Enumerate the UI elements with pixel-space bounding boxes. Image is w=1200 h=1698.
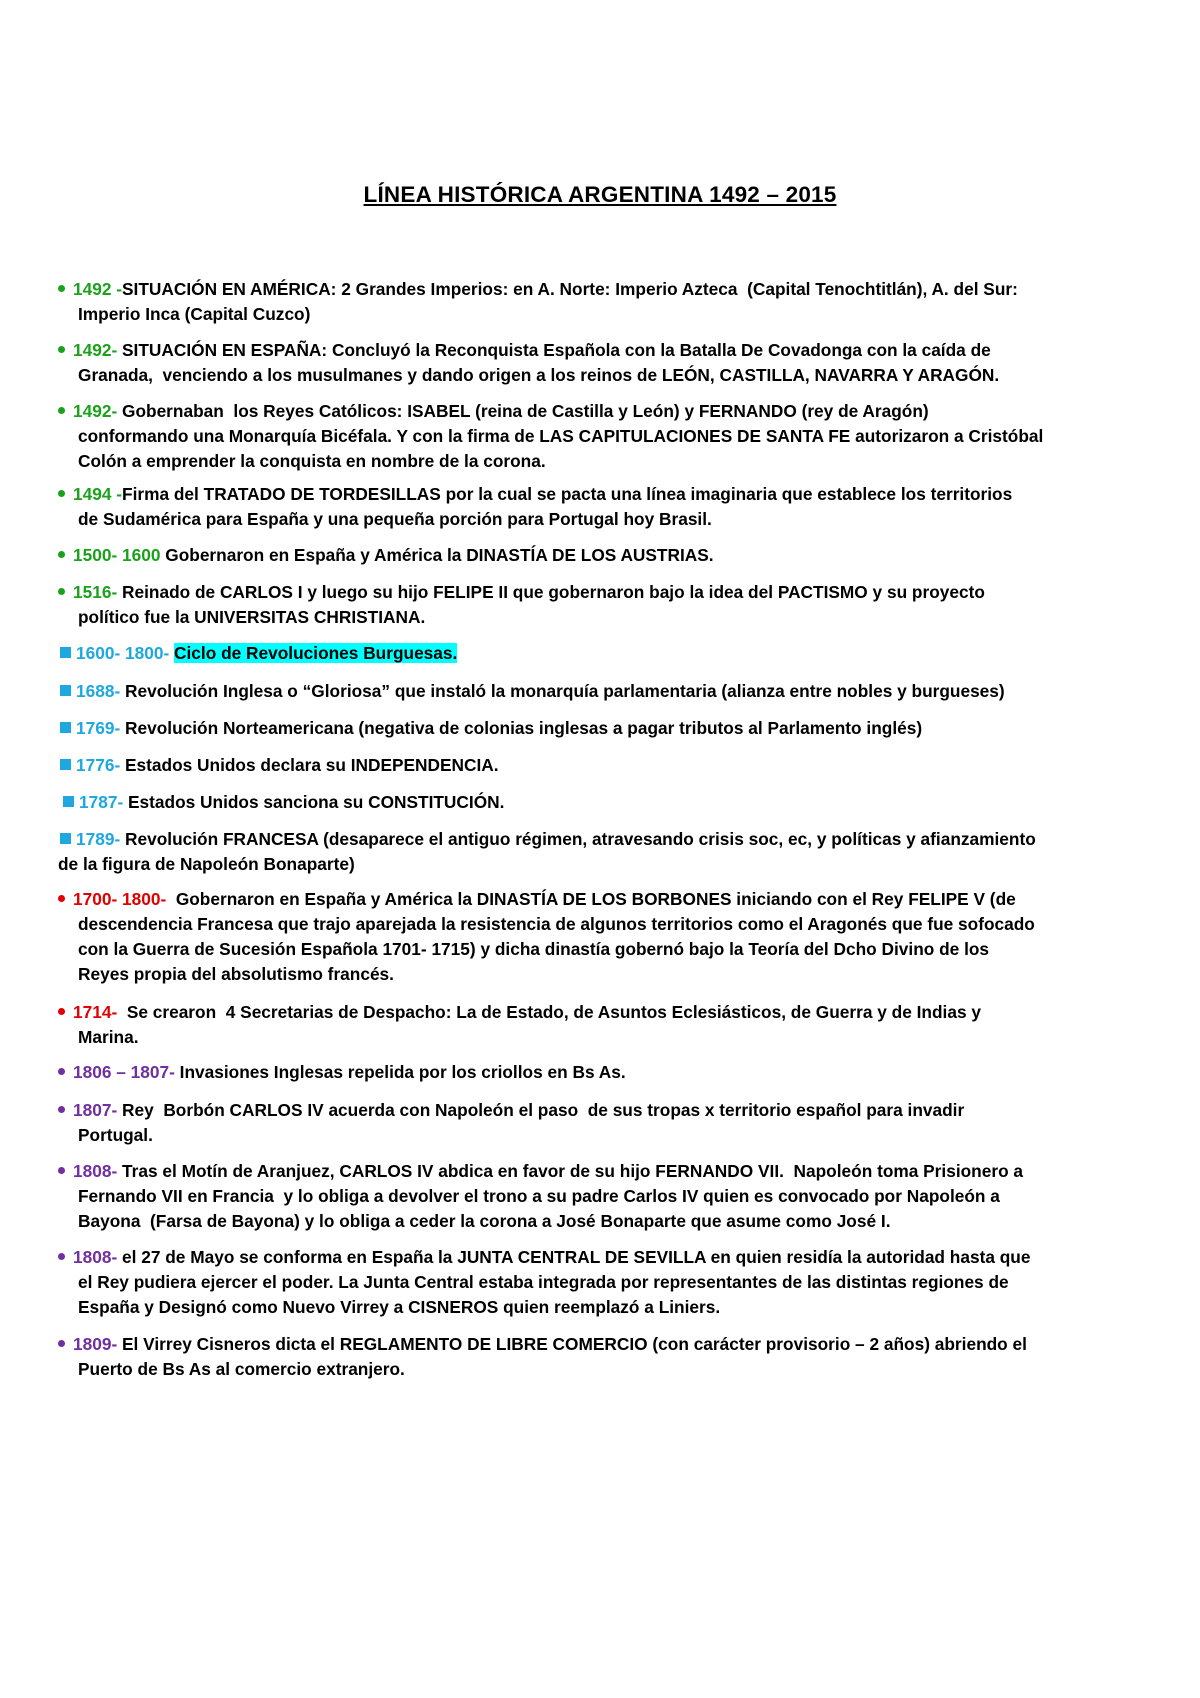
entry-line — [58, 399, 1138, 424]
entry-text: Se crearon 4 Secretarias de Despacho: La de Estado, de Asuntos Eclesiásticos, de Guerra y de Indias y — [126, 1002, 981, 1022]
entry-text: Reyes propia del absolutismo francés. — [78, 964, 394, 984]
bullet-square-icon — [60, 647, 71, 658]
entry-year: 1500- 1600 — [73, 545, 161, 565]
entry-text: Bayona (Farsa de Bayona) y lo obliga a ceder la corona a José Bonaparte que asume como José I. — [78, 1211, 891, 1231]
timeline-entry — [58, 338, 1138, 388]
bullet-square-icon — [63, 796, 74, 807]
entry-text: conformando una Monarquía Bicéfala. Y con la firma de LAS CAPITULACIONES DE SANTA FE autorizaron a Cristóbal — [78, 426, 1044, 446]
entry-text: Invasiones Inglesas repelida por los criollos en Bs As. — [179, 1062, 626, 1082]
entry-line — [58, 1123, 1138, 1148]
entry-year: 1787 — [79, 792, 118, 812]
entry-text: Ciclo de Revoluciones Burguesas. — [174, 643, 458, 663]
entry-text: Revolución Norteamericana (negativa de colonias inglesas a pagar tributos al Parlamento inglés) — [125, 718, 923, 738]
entry-year: 1492 — [73, 401, 112, 421]
entry-line — [60, 716, 1140, 741]
timeline-entry — [58, 482, 1138, 532]
timeline-entry — [58, 277, 1138, 327]
entry-text: Gobernaban los Reyes Católicos: ISABEL (reina de Castilla y León) y FERNANDO (rey de Aragón) — [122, 401, 929, 421]
entry-line — [58, 482, 1138, 507]
entry-text: de la figura de Napoleón Bonaparte) — [58, 854, 355, 874]
bullet-dot-icon — [58, 1167, 65, 1174]
entry-line — [58, 338, 1138, 363]
entry-line — [58, 1270, 1138, 1295]
entry-year: 1776 — [76, 755, 115, 775]
entry-line — [58, 1184, 1138, 1209]
entry-line — [58, 1159, 1138, 1184]
entry-line — [58, 887, 1138, 912]
entry-year: 1700- 1800 — [73, 889, 161, 909]
entry-line — [58, 363, 1138, 388]
timeline-entry — [58, 1245, 1138, 1320]
timeline-entry — [58, 543, 1138, 568]
timeline-entry — [58, 399, 1138, 474]
entry-line — [58, 302, 1138, 327]
entry-separator: - — [111, 1247, 123, 1267]
bullet-square-icon — [60, 722, 71, 733]
timeline-entry — [63, 790, 1143, 815]
entry-text: Fernando VII en Francia y lo obliga a devolver el trono a su padre Carlos IV quien es convocado por Napoleón a — [78, 1186, 1000, 1206]
entry-separator: - — [117, 792, 129, 812]
entry-line — [58, 1295, 1138, 1320]
bullet-dot-icon — [58, 407, 65, 414]
bullet-dot-icon — [58, 588, 65, 595]
timeline-entry — [60, 753, 1140, 778]
entry-year: 1808 — [73, 1161, 112, 1181]
entry-text: político fue la UNIVERSITAS CHRISTIANA. — [78, 607, 426, 627]
bullet-dot-icon — [58, 346, 65, 353]
entry-text: Granada, venciendo a los musulmanes y dando origen a los reinos de LEÓN, CASTILLA, NAVARRA Y ARAGÓN. — [78, 365, 1000, 385]
entry-year: 1769 — [76, 718, 115, 738]
entry-text: Estados Unidos declara su INDEPENDENCIA. — [125, 755, 499, 775]
timeline-entry — [58, 1332, 1138, 1382]
entry-line — [58, 1060, 1138, 1085]
entry-text: SITUACIÓN EN AMÉRICA: 2 Grandes Imperios: en A. Norte: Imperio Azteca (Capital Tenochtitlán), A. del Sur: — [122, 279, 1018, 299]
entry-text: descendencia Francesa que trajo aparejada la resistencia de algunos territorios como el Aragonés que fue sofocado — [78, 914, 1035, 934]
bullet-square-icon — [60, 759, 71, 770]
entry-year: 1789 — [76, 829, 115, 849]
entry-separator: - — [111, 401, 123, 421]
entry-text: Revolución FRANCESA (desaparece el antiguo régimen, atravesando crisis soc, ec, y políticas y afianzamiento — [125, 829, 1036, 849]
entry-text: Revolución Inglesa o “Gloriosa” que instaló la monarquía parlamentaria (alianza entre nobles y burgueses) — [125, 681, 1005, 701]
entry-text: Imperio Inca (Capital Cuzco) — [78, 304, 311, 324]
entry-line — [60, 827, 1140, 852]
entry-year: 1688 — [76, 681, 115, 701]
entry-line — [58, 449, 1138, 474]
bullet-dot-icon — [58, 285, 65, 292]
bullet-dot-icon — [58, 1008, 65, 1015]
entry-separator: - — [111, 340, 123, 360]
entry-line — [58, 1025, 1138, 1050]
entry-separator: - — [111, 1161, 123, 1181]
entry-line — [58, 605, 1138, 630]
entry-separator: - — [114, 718, 126, 738]
entry-text: Reinado de CARLOS I y luego su hijo FELIPE II que gobernaron bajo la idea del PACTISMO y su proyecto — [122, 582, 985, 602]
entry-text: Rey Borbón CARLOS IV acuerda con Napoleón el paso de sus tropas x territorio español para invadir — [122, 1100, 965, 1120]
entry-year: 1808 — [73, 1247, 112, 1267]
entry-text: Gobernaron en España y América la DINASTÍA DE LOS BORBONES iniciando con el Rey FELIPE V (de — [175, 889, 1016, 909]
entry-year: 1494 — [73, 484, 112, 504]
entry-line — [60, 679, 1140, 704]
entry-line — [58, 962, 1138, 987]
entry-line — [58, 580, 1138, 605]
timeline-entry — [58, 1159, 1138, 1234]
entry-line — [58, 543, 1138, 568]
bullet-dot-icon — [58, 1253, 65, 1260]
entry-text: Colón a emprender la conquista en nombre de la corona. — [78, 451, 546, 471]
entry-text: Portugal. — [78, 1125, 153, 1145]
entry-year: 1600- 1800 — [76, 643, 164, 663]
entry-line — [58, 1000, 1138, 1025]
entry-text: Estados Unidos sanciona su CONSTITUCIÓN. — [128, 792, 505, 812]
entry-separator: - — [111, 582, 123, 602]
timeline-entry — [60, 679, 1140, 704]
timeline-entry — [58, 1000, 1138, 1050]
bullet-dot-icon — [58, 490, 65, 497]
entry-separator: - — [114, 755, 126, 775]
entry-text: Tras el Motín de Aranjuez, CARLOS IV abdica en favor de su hijo FERNANDO VII. Napoleón toma Prisionero a — [122, 1161, 1024, 1181]
entry-separator: - — [111, 1100, 123, 1120]
entry-separator: - — [111, 484, 123, 504]
timeline-entry — [60, 716, 1140, 741]
entry-line — [58, 1332, 1138, 1357]
entry-line — [60, 641, 1140, 666]
entry-separator: - — [163, 643, 175, 663]
bullet-dot-icon — [58, 1106, 65, 1113]
entry-year: 1516 — [73, 582, 112, 602]
entry-separator: - — [160, 889, 176, 909]
entry-separator: - — [111, 279, 123, 299]
entry-line — [58, 852, 1140, 877]
entry-line — [63, 790, 1143, 815]
entry-text: Gobernaron en España y América la DINASTÍA DE LOS AUSTRIAS. — [165, 545, 714, 565]
entry-year: 1809 — [73, 1334, 112, 1354]
entry-line — [58, 1245, 1138, 1270]
timeline-entry — [58, 1060, 1138, 1085]
bullet-dot-icon — [58, 1340, 65, 1347]
entry-line — [60, 753, 1140, 778]
timeline-entry — [58, 887, 1138, 987]
entry-line — [58, 277, 1138, 302]
timeline-entry — [58, 1098, 1138, 1148]
entry-text: El Virrey Cisneros dicta el REGLAMENTO DE LIBRE COMERCIO (con carácter provisorio – 2 años) abriendo el — [122, 1334, 1027, 1354]
entry-line — [58, 1209, 1138, 1234]
entry-line — [58, 1357, 1138, 1382]
entry-text: de Sudamérica para España y una pequeña porción para Portugal hoy Brasil. — [78, 509, 712, 529]
entry-year: 1492 — [73, 340, 112, 360]
entry-text: Marina. — [78, 1027, 139, 1047]
entry-year: 1806 – 1807 — [73, 1062, 170, 1082]
entry-separator: - — [169, 1062, 180, 1082]
entry-line — [58, 507, 1138, 532]
bullet-dot-icon — [58, 551, 65, 558]
bullet-dot-icon — [58, 1068, 65, 1075]
bullet-dot-icon — [58, 895, 65, 902]
entry-separator: - — [111, 1334, 123, 1354]
entry-year: 1492 — [73, 279, 112, 299]
entry-line — [58, 1098, 1138, 1123]
timeline-entry — [58, 580, 1138, 630]
entry-separator: - — [111, 1002, 127, 1022]
timeline-entry — [60, 641, 1140, 666]
entry-text: Firma del TRATADO DE TORDESILLAS por la cual se pacta una línea imaginaria que establece los territorios — [122, 484, 1013, 504]
timeline-entry — [60, 827, 1140, 877]
bullet-square-icon — [60, 685, 71, 696]
entry-line — [58, 424, 1138, 449]
bullet-square-icon — [60, 833, 71, 844]
entry-year: 1807 — [73, 1100, 112, 1120]
entry-text: España y Designó como Nuevo Virrey a CISNEROS quien reemplazó a Liniers. — [78, 1297, 721, 1317]
entry-line — [58, 912, 1138, 937]
entry-separator: - — [114, 829, 126, 849]
entry-text: el Rey pudiera ejercer el poder. La Junta Central estaba integrada por representantes de las distintas regiones de — [78, 1272, 1009, 1292]
entry-text: SITUACIÓN EN ESPAÑA: Concluyó la Reconquista Española con la Batalla De Covadonga con la caída de — [122, 340, 991, 360]
entry-text: Puerto de Bs As al comercio extranjero. — [78, 1359, 405, 1379]
entry-text: con la Guerra de Sucesión Española 1701- 1715) y dicha dinastía gobernó bajo la Teoría del Dcho Divino de los — [78, 939, 990, 959]
entry-year: 1714 — [73, 1002, 112, 1022]
entry-line — [58, 937, 1138, 962]
page-title: LÍNEA HISTÓRICA ARGENTINA 1492 – 2015 — [363, 182, 837, 207]
entry-separator: - — [114, 681, 126, 701]
entry-text: el 27 de Mayo se conforma en España la JUNTA CENTRAL DE SEVILLA en quien residía la autoridad hasta que — [122, 1247, 1031, 1267]
